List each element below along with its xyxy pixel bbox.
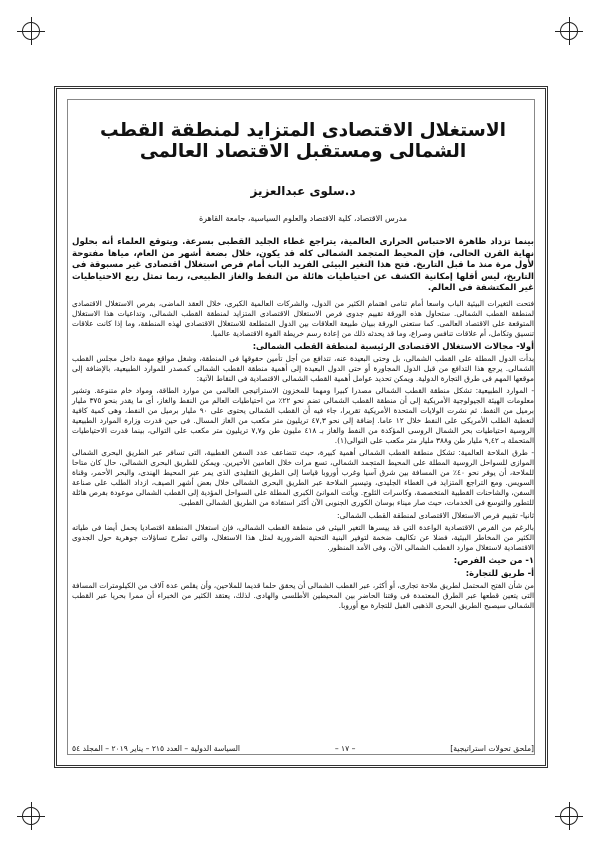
paragraph: بدأت الدول المطلة على القطب الشمالى، بل وحتى البعيدة عنه، تتدافع من أجل تأمين حقوقها فى المنطقة، وشغل مواقع مهمة داخل مجلس القطب الشمالى. يرجع هذا التدافع من قبل الدول المجاورة أو حتى الدول البعيدة إلى أهمية منطقة القطب الشمالى كمصدر للموارد الطبيعية، بالإضافة إلى موقعها المهم فى طرق التجارة الدولية. ويمكن تحديد عوامل أهمية القطب الشمالى الاقتصادية فى النقاط الآتية: bbox=[72, 353, 534, 383]
paragraph: من شأن الفتح المحتمل لطريق ملاحة تجارى، أو أكثر، عبر القطب الشمالى أن يحقق حلما قديما للملاحين، وأن يقلص عدة آلاف من الكيلومترات المسافة التى يتعين قطعها عبر الطرق المعتمدة فى وقتنا الحاضر بين المحيطين الأطلسى والهادى. لذلك، يعتقد الكثير من الخبراء أن ممرا بحريا عبر القطب الشمالى سيصبح الطريق البحرى الذهبى القبل للتجارة مع أوروبا. bbox=[72, 580, 534, 610]
footer-journal: السياسة الدولية – العدد ٢١٥ – يناير ٢٠١٩ – المجلد ٥٤ bbox=[72, 744, 240, 753]
section-heading-2: ثانيا- تقييم فرص الاستغلال الاقتصادى لمنطقة القطب الشمالى: bbox=[337, 510, 534, 520]
page-footer bbox=[72, 744, 534, 753]
page-number: – ١٧ – bbox=[334, 744, 356, 753]
author-name: د.سلوى عبدالعزيز bbox=[250, 184, 356, 198]
registration-mark bbox=[22, 22, 40, 40]
author-affiliation: مدرس الاقتصاد، كلية الاقتصاد والعلوم السياسية، جامعة القاهرة bbox=[198, 214, 408, 223]
registration-mark bbox=[560, 22, 578, 40]
subheading: أ- طريق للتجارة: bbox=[465, 567, 534, 578]
subheading: ١- من حيث الفرص: bbox=[453, 554, 534, 565]
paragraph: - الموارد الطبيعية: تشكل منطقة القطب الشمالى مصدرا كبيرا ومهما للمخزون الاستراتيجى العالمى من موارد الطاقة، ومواد خام متنوعة. وتشير معلومات الهيئة الجيولوجية الأمريكية إلى أن منطقة القطب الشمالى تضم نحو ٢٢٪ من احتياطيات العالم من النفط والغاز، أى ما يقدر بنحو ٣٧٥ مليار برميل من النفط. ثم نشرت الولايات المتحدة الأمريكية تقريرا، جاء فيه أن القطب الشمالى يحتوى على ٩٠ مليار برميل من النفط، وهى كمية كافية لتغطية الطلب الأمريكى على النفط خلال ١٢ عاما. إضافة إلى نحو ٤٧,٣ تريليون متر مكعب من الغاز المسال. فى حين قدرت وزارة الموارد الطبيعية الروسية احتياطيات بحر الشمال الروسى المؤكدة من النفط والغاز بـ ٤١٨ مليون طن و٧,٧ تريليون متر مكعب على التوالى، بينما قدرت الاحتياطيات المتحملة بـ ٩,٤٢ مليار طن و٣٨٨ مليار متر مكعب على التوالى(١). bbox=[72, 385, 534, 445]
intro-paragraph: فتحت التغيرات البيئية الباب واسعا أمام تنامى اهتمام الكثير من الدول، والشركات العالمية الكبرى، خلال العقد الماضى، بفرص الاستغلال الاقتصادى لمنطقة القطب الشمالى. ستحاول هذه الورقة تقييم جدوى فرص الاستغلال الاقتصادى المتزايد لمنطقة القطب الشمالى، وتداعيات هذا الاستغلال المتوقعة على الاقتصاد العالمى. كما ستعنى الورقة ببيان طبيعة العلاقات بين الدول المتطلعة للاستغلال الاقتصادى لهذه المنطقة، وما إذا كانت علاقات تنسيق وتكامل، أم علاقات تنافس وصراع، وما قد يحدثه ذلك من إعادة رسم خريطة القوة الاقتصادية عالميا. bbox=[72, 298, 534, 338]
abstract: بينما تزداد ظاهرة الاحتباس الحرارى العالمية، يتراجع غطاء الجليد القطبى بسرعة. ويتوقع العلماء أنه بحلول نهاية القرن الحالى، فإن المحيط المتجمد الشمالى كله قد يكون، خلال بضعة أشهر من العام، مياها مفتوحة لأول مرة منذ ما قبل التاريخ. فتح هذا التغير البيئى الفريد الباب أمام فرص استغلال اقتصادى غير مسبوقة فى التاريخ، ليس أقلها إمكانية الكشف عن احتياطيات هائلة من النفط والغاز الطبيعى، ربما تمثل ربع الاحتياطيات غير المكتشفة فى العالم. bbox=[72, 237, 534, 294]
paragraph: - طرق الملاحة العالمية: تشكل منطقة القطب الشمالى أهمية كبيرة، حيث تتضاعف عدد السفن القطبية، التى تسافر عبر الطريق البحرى الشمالى الموازى للسواحل الروسية المطلة على المحيط المتجمد الشمالى، تسع مرات خلال العامين الأخيرين. ويمكن للطريق البحرى الشمالى، حال كان متاحا للملاحة، أن يوفر نحو ٤٠٪ من المسافة بين شرق آسيا وغرب أوروبا قياسا إلى الطريق التقليدى الذى يمر عبر المحيط الهندى، والبحر الأحمر، وقناة السويس. ومع التراجع المتزايد فى الغطاء الجليدى، وتيسير الملاحة عبر الطريق البحرى الشمالى خلال بعض أشهر الصيف، ازداد الطلب على صناعة السفن، والشاحنات القطبية المتخصصة، وكاسرات الثلوج. ويأتت الموانئ الكبرى المطلة على السواحل المؤدية إلى القطب الشمالى موعودة بفرص هائلة للتطور والتوسع فى الخدمات، حيث صار ميناء بوسان الكورى الجنوبى الآن أكثر استفادة من الطريق الشمالى القطبى. bbox=[72, 447, 534, 507]
registration-mark bbox=[560, 807, 578, 825]
article-body bbox=[72, 108, 534, 613]
article-title: الاستغلال الاقتصادى المتزايد لمنطقة القطب الشمالى ومستقبل الاقتصاد العالمى bbox=[100, 120, 506, 162]
registration-mark bbox=[22, 807, 40, 825]
footer-supplement: [ملحق تحولات استراتيجية] bbox=[450, 744, 534, 753]
section-heading-1: أولا- مجالات الاستغلال الاقتصادى الرئيسية لمنطقة القطب الشمالى: bbox=[252, 340, 534, 351]
paragraph: بالرغم من الفرص الاقتصادية الواعدة التى قد ييسرها التغير البيئى فى منطقة القطب الشمالى، فإن استغلال المنطقة اقتصاديا يحمل أيضا فى طياته الكثير من المخاطر البيئية، فضلا عن تكاليف ضخمة لتوفير البنية التحتية الضرورية لمثل هذا الاستغلال، والتى تطرح تساؤلات جوهرية حول الجدوى الاقتصادية لاستغلال موارد القطب الشمالى الآن، وفى الأمد المنظور. bbox=[72, 522, 534, 552]
